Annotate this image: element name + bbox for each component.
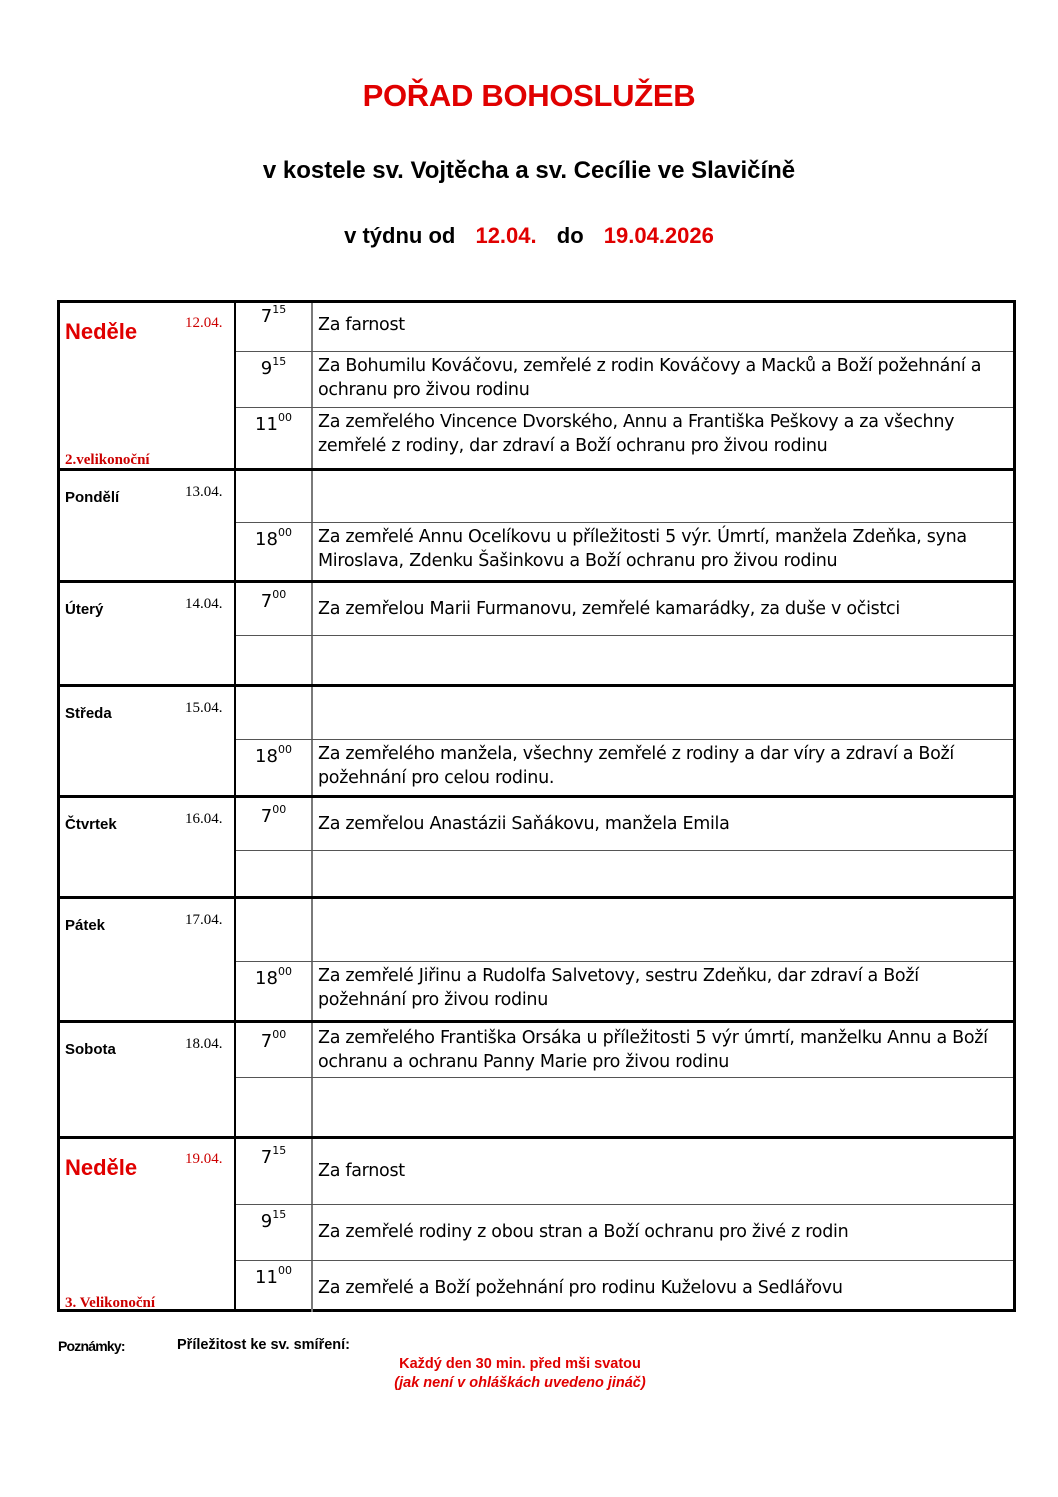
mass-hour: 11 (255, 414, 278, 435)
mass-time (236, 967, 311, 989)
day-date: 15.04. (185, 700, 223, 716)
mass-minutes: 00 (272, 588, 287, 601)
week-mid: do (556, 223, 584, 248)
mass-slot (236, 739, 1013, 799)
day-block (60, 1020, 1013, 1137)
liturgical-day: 2.velikonoční (65, 452, 150, 468)
day-block (60, 468, 1013, 581)
mass-minutes: 00 (272, 803, 287, 816)
day-block (60, 684, 1013, 796)
mass-intention: Za zemřelého Vincence Dvorského, Annu a Františka Peškovy a za všechny zemřelé z rodiny, dar zdraví a Boží ochranu pro živou rodinu (318, 412, 955, 456)
mass-slot (236, 799, 1013, 850)
mass-slot (236, 300, 1013, 351)
day-name: Pondělí (65, 489, 120, 506)
day-name: Středa (65, 705, 112, 722)
week-to: 19.04.2026 (603, 223, 714, 248)
week-prefix: v týdnu od (344, 223, 456, 248)
mass-hour: 11 (255, 1267, 278, 1288)
mass-hour: 7 (260, 306, 273, 327)
day-date: 17.04. (185, 912, 223, 928)
mass-intention: Za zemřelé rodiny z obou stran a Boží ochranu pro živé z rodin (318, 1222, 849, 1242)
mass-minutes: 15 (272, 1144, 287, 1157)
day-name: Neděle (65, 319, 138, 344)
day-block (60, 896, 1013, 1021)
mass-slot (236, 351, 1013, 407)
mass-slot (236, 635, 1013, 688)
day-date: 12.04. (185, 315, 223, 331)
mass-slot (236, 688, 1013, 739)
mass-hour: 7 (260, 1147, 273, 1168)
mass-hour: 7 (260, 591, 273, 612)
day-name: Neděle (65, 1155, 138, 1180)
mass-time (236, 305, 311, 327)
day-block (60, 303, 1013, 469)
mass-intention: Za zemřelé Annu Ocelíkovu u příležitosti 5 výr. Úmrtí, manžela Zdeňka, syna Miroslava, Zdenku Šašinkovu a Boží ochranu pro živou rodinu (318, 527, 967, 571)
day-name: Čtvrtek (65, 816, 117, 833)
notes-heading: Příležitost ke sv. smíření: (177, 1337, 350, 1353)
mass-slot (236, 1260, 1013, 1315)
mass-time (236, 1266, 311, 1288)
mass-minutes: 00 (277, 411, 292, 424)
mass-intention: Za zemřelého manžela, všechny zemřelé z rodiny a dar víry a zdraví a Boží požehnání pro celou rodinu. (318, 744, 954, 788)
mass-minutes: 00 (277, 965, 292, 978)
mass-minutes: 00 (277, 1264, 292, 1277)
schedule-table (57, 300, 1016, 1312)
mass-slot (236, 1140, 1013, 1204)
mass-intention: Za Bohumilu Kováčovu, zemřelé z rodin Kováčovy a Macků a Boží požehnání a ochranu pro živou rodinu (318, 356, 982, 400)
notes-label: Poznámky: (58, 1338, 125, 1354)
notes-line-1: Každý den 30 min. před mši svatou (399, 1356, 641, 1372)
day-date: 14.04. (185, 596, 223, 612)
mass-minutes: 00 (272, 1028, 287, 1041)
notes-line-2: (jak není v ohláškách uvedeno jináč) (394, 1375, 646, 1391)
day-block (60, 1136, 1013, 1312)
mass-intention: Za zemřelého Františka Orsáka u příležitosti 5 výr úmrtí, manželku Annu a Boží ochranu a ochranu Panny Marie pro živou rodinu (318, 1028, 988, 1072)
mass-time (236, 1210, 311, 1232)
mass-time (236, 590, 311, 612)
mass-time (236, 413, 311, 435)
mass-time (236, 1030, 311, 1052)
mass-slot (236, 472, 1013, 522)
day-name: Sobota (65, 1041, 116, 1058)
mass-slot (236, 850, 1013, 900)
mass-slot (236, 1024, 1013, 1077)
mass-slot (236, 584, 1013, 635)
mass-slot (236, 1204, 1013, 1260)
day-date: 16.04. (185, 811, 223, 827)
mass-time (236, 528, 311, 550)
mass-minutes: 00 (277, 743, 292, 756)
mass-hour: 18 (255, 746, 278, 767)
mass-intention: Za zemřelé a Boží požehnání pro rodinu Kuželovu a Sedlářovu (318, 1278, 843, 1298)
mass-intention: Za zemřelou Anastázii Saňákovu, manžela Emila (318, 814, 730, 834)
day-name: Pátek (65, 917, 106, 934)
page-title: POŘAD BOHOSLUŽEB (362, 78, 696, 113)
mass-hour: 18 (255, 529, 278, 550)
mass-hour: 7 (260, 1031, 273, 1052)
mass-hour: 9 (260, 1211, 273, 1232)
mass-time (236, 1146, 311, 1168)
mass-minutes: 15 (272, 303, 287, 316)
mass-slot (236, 1077, 1013, 1140)
mass-intention: Za zemřelou Marii Furmanovu, zemřelé kamarádky, za duše v očistci (318, 599, 900, 619)
mass-intention: Za farnost (318, 1161, 405, 1181)
mass-intention: Za zemřelé Jiřinu a Rudolfa Salvetovy, sestru Zdeňku, dar zdraví a Boží požehnání pro živou rodinu (318, 966, 919, 1010)
week-from: 12.04. (475, 223, 537, 248)
mass-minutes: 15 (272, 1208, 287, 1221)
mass-slot (236, 961, 1013, 1024)
day-date: 18.04. (185, 1036, 223, 1052)
mass-minutes: 00 (277, 526, 292, 539)
mass-intention: Za farnost (318, 315, 405, 335)
mass-hour: 18 (255, 968, 278, 989)
mass-time (236, 357, 311, 379)
mass-slot (236, 522, 1013, 584)
church-subtitle: v kostele sv. Vojtěcha a sv. Cecílie ve Slavičíně (262, 157, 796, 184)
mass-slot (236, 900, 1013, 961)
day-block (60, 580, 1013, 685)
mass-time (236, 745, 311, 767)
day-block (60, 795, 1013, 897)
mass-hour: 7 (260, 806, 273, 827)
day-name: Úterý (65, 601, 104, 618)
mass-hour: 9 (260, 358, 273, 379)
mass-minutes: 15 (272, 355, 287, 368)
mass-time (236, 805, 311, 827)
liturgical-day: 3. Velikonoční (65, 1295, 156, 1311)
mass-slot (236, 407, 1013, 469)
day-date: 13.04. (185, 484, 223, 500)
day-date: 19.04. (185, 1151, 223, 1167)
week-range (0, 223, 1058, 249)
